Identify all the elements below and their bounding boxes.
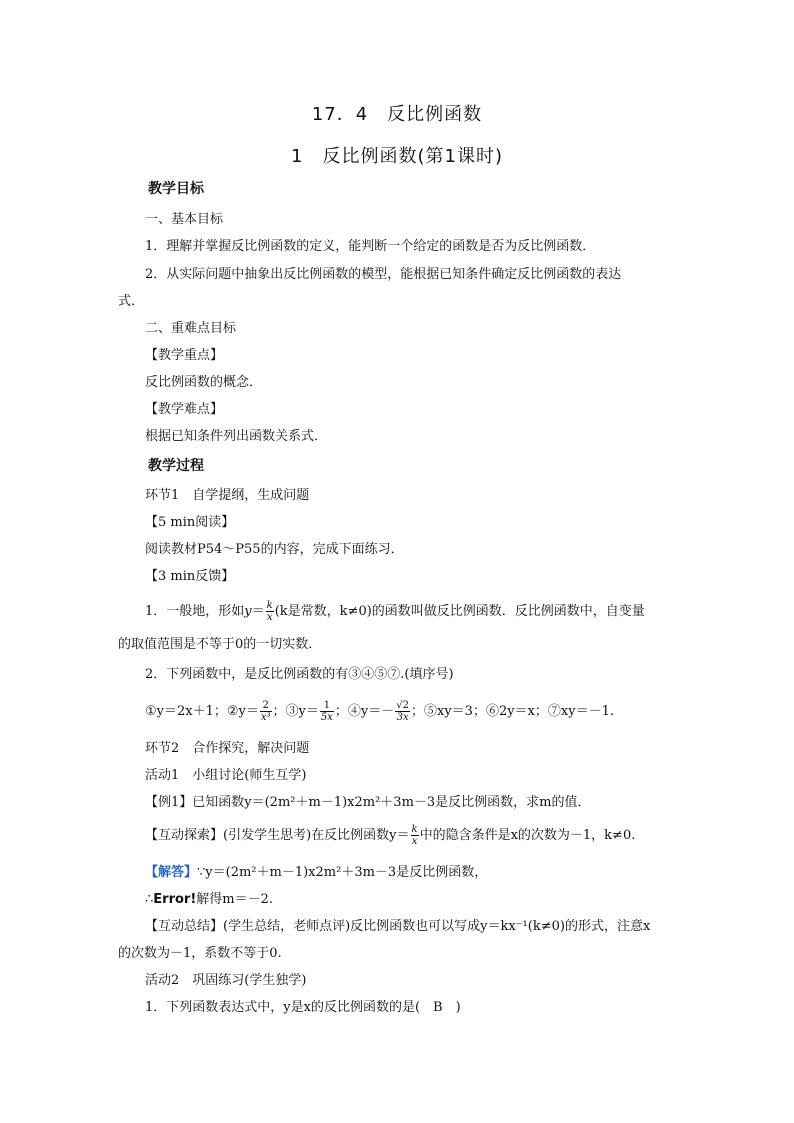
activity2: 活动2 巩固练习(学生独学) — [145, 973, 307, 988]
question-1-line2: 的取值范围是不等于0的一切实数． — [118, 637, 322, 652]
feedback-label: 【3 min反馈】 — [145, 569, 235, 584]
difficulty: 根据已知条件列出函数关系式． — [145, 429, 328, 444]
practice-1: 1．下列函数表达式中，y是x的反比例函数的是( B ) — [145, 1000, 461, 1015]
fraction-2-over-x3: $\frac{2}{\text{x³}}$ — [260, 700, 271, 723]
key-point: 反比例函数的概念． — [145, 375, 263, 390]
read-label: 【5 min阅读】 — [145, 515, 235, 530]
answer: 【解答】∵y＝(2m²＋m－1)x2m²＋3m－3是反比例函数， — [145, 865, 488, 880]
page-title: 17．4 反比例函数 — [311, 104, 483, 125]
step1: 环节1 自学提纲，生成问题 — [145, 488, 310, 503]
fraction-sqrt2-over-3x: $\frac{√2}{3x}$ — [396, 700, 409, 723]
question-2-options: ①y＝2x＋1；②y＝ $\frac{2}{\text{x³}}$ ；③y＝ $\frac{1}{5x}$ ；④y＝－ $\frac{√2}{3x}$ ；⑤xy＝3；⑥2y＝x；⑦xy＝－1. — [145, 700, 614, 723]
summary-line1: 【互动总结】(学生总结，老师点评)反比例函数也可以写成y＝kx⁻¹(k≠0)的形式，注意x — [145, 919, 651, 934]
goal-heading: 教学目标 — [148, 181, 204, 197]
difficulty-label: 【教学难点】 — [145, 402, 224, 417]
explore: 【互动探索】(引发学生思考)在反比例函数y＝ $\frac{k}{x}$ 中的隐含条件是x的次数为－1，k≠0. — [145, 824, 636, 847]
goal-2-line1: 2．从实际问题中抽象出反比例函数的模型，能根据已知条件确定反比例函数的表达 — [145, 267, 622, 282]
fraction-1-over-5x: $\frac{1}{5x}$ — [320, 700, 333, 723]
therefore: ∴Error!解得m＝－2. — [145, 892, 273, 907]
basic-goal: 一、基本目标 — [145, 212, 224, 227]
example-1: 【例1】已知函数y＝(2m²＋m－1)x2m²＋3m－3是反比例函数，求m的值． — [145, 795, 591, 810]
fraction-k-over-x-2: $\frac{k}{x}$ — [411, 824, 418, 847]
question-2: 2．下列函数中，是反比例函数的有③④⑤⑦.(填序号) — [145, 667, 454, 682]
read-text: 阅读教材P54～P55的内容，完成下面练习． — [145, 542, 404, 557]
step2: 环节2 合作探究，解决问题 — [145, 741, 310, 756]
key-point-label: 【教学重点】 — [145, 348, 224, 363]
activity1: 活动1 小组讨论(师生互学) — [145, 768, 307, 783]
key-goal: 二、重难点目标 — [145, 321, 237, 336]
page-subtitle: 1 反比例函数(第1课时) — [291, 146, 503, 167]
fraction-k-over-x: $\frac{k}{x}$ — [266, 600, 273, 623]
question-1-line1: 1．一般地，形如y＝ $\frac{k}{x}$ (k是常数，k≠0)的函数叫做反比例函数．反比例函数中，自变量 — [145, 600, 645, 623]
goal-2-line2: 式． — [118, 294, 145, 309]
process-heading: 教学过程 — [148, 458, 204, 474]
goal-1: 1．理解并掌握反比例函数的定义，能判断一个给定的函数是否为反比例函数． — [145, 239, 596, 254]
summary-line2: 的次数为－1，系数不等于0. — [118, 946, 282, 961]
